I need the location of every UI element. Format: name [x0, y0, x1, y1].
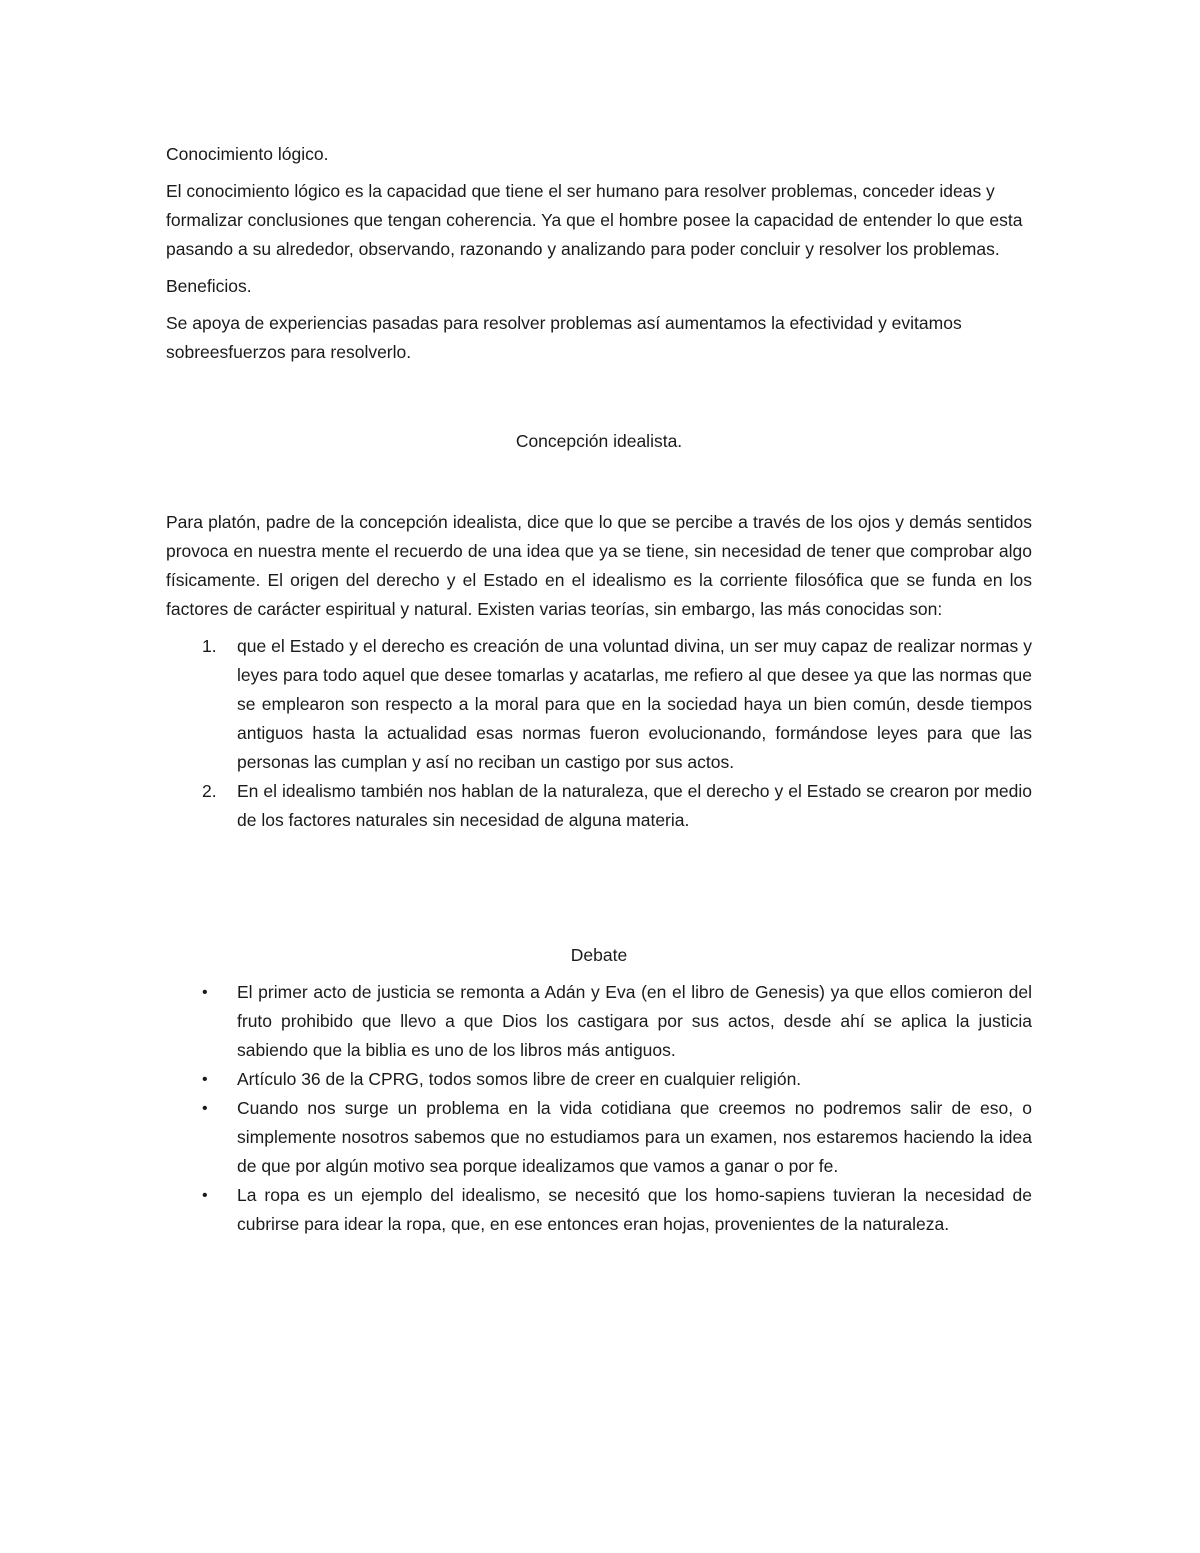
heading-conocimiento-logico: Conocimiento lógico. — [166, 144, 329, 164]
bullet-icon: • — [202, 1071, 208, 1088]
heading-beneficios: Beneficios. — [166, 276, 252, 296]
bullet-list-item — [166, 1094, 1032, 1181]
list-item-text: El primer acto de justicia se remonta a Adán y Eva (en el libro de Genesis) ya que ellos comieron del fruto prohibido que llevo a que Dios los castigara por sus actos, desde ahí se aplica la justicia sabiendo que la biblia es uno de los libros más antiguos. — [237, 982, 1032, 1060]
list-item-text: En el idealismo también nos hablan de la naturaleza, que el derecho y el Estado se crearon por medio de los factores naturales sin necesidad de alguna materia. — [237, 781, 1032, 830]
bullet-icon: • — [202, 1187, 208, 1204]
list-item-text: que el Estado y el derecho es creación de una voluntad divina, un ser muy capaz de realizar normas y leyes para todo aquel que desee tomarlas y acatarlas, me refiero al que desee ya que las normas que se emplearon son respecto a la moral para que en la sociedad haya un bien común, desde tiempos antiguos hasta la actualidad esas normas fueron evolucionando, formándose leyes para que las personas las cumplan y así no reciban un castigo por sus actos. — [237, 636, 1032, 772]
document-page — [166, 140, 1032, 1247]
paragraph-conocimiento-logico: El conocimiento lógico es la capacidad que tiene el ser humano para resolver problemas, conceder ideas y formalizar conclusiones que tengan coherencia. Ya que el hombre posee la capacidad de entender lo que esta pasando a su alrededor, observando, razonando y analizando para poder concluir y resolver los problemas. — [166, 181, 1023, 259]
list-number: 1. — [202, 636, 217, 656]
bullet-icon: • — [202, 984, 208, 1001]
numbered-list-item — [166, 632, 1032, 777]
spacer — [166, 464, 1032, 508]
heading-concepcion-idealista: Concepción idealista. — [515, 431, 683, 451]
bullet-icon: • — [202, 1100, 208, 1117]
heading-debate: Debate — [570, 945, 628, 965]
bullet-list-item — [166, 1181, 1032, 1239]
list-item-text: Cuando nos surge un problema en la vida cotidiana que creemos no podremos salir de eso, o simplemente nosotros sabemos que no estudiamos para un examen, nos estaremos haciendo la idea de que por algún motivo sea porque idealizamos que vamos a ganar o por fe. — [237, 1098, 1032, 1176]
numbered-list — [166, 632, 1032, 835]
spacer — [166, 375, 1032, 427]
spacer — [166, 843, 1032, 941]
bullet-list-item — [166, 978, 1032, 1065]
bullet-list — [166, 978, 1032, 1239]
paragraph-beneficios: Se apoya de experiencias pasadas para resolver problemas así aumentamos la efectividad y evitamos sobreesfuerzos para resolverlo. — [166, 313, 962, 362]
list-item-text: Artículo 36 de la CPRG, todos somos libre de creer en cualquier religión. — [237, 1069, 802, 1089]
list-number: 2. — [202, 781, 217, 801]
bullet-list-item — [166, 1065, 1032, 1094]
list-item-text: La ropa es un ejemplo del idealismo, se necesitó que los homo-sapiens tuvieran la necesidad de cubrirse para idear la ropa, que, en ese entonces eran hojas, provenientes de la naturaleza. — [237, 1185, 1032, 1234]
paragraph-concepcion-idealista: Para platón, padre de la concepción idealista, dice que lo que se percibe a través de los ojos y demás sentidos provoca en nuestra mente el recuerdo de una idea que ya se tiene, sin necesidad de tener que comprobar algo físicamente. El origen del derecho y el Estado en el idealismo es la corriente filosófica que se funda en los factores de carácter espiritual y natural. Existen varias teorías, sin embargo, las más conocidas son: — [166, 512, 1032, 619]
numbered-list-item — [166, 777, 1032, 835]
